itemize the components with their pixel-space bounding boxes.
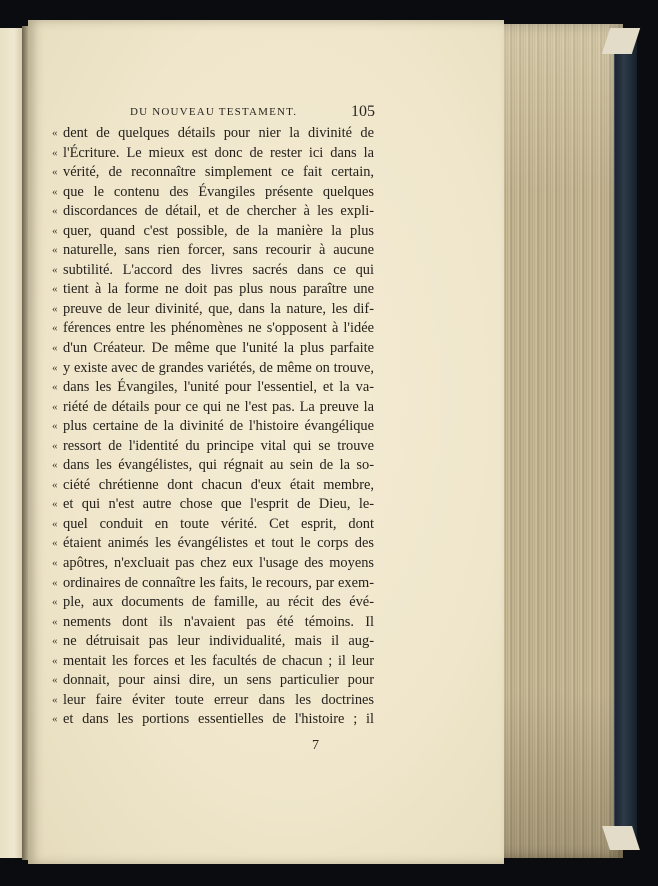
line-text: naturelle, sans rien forcer, sans recourir à aucune (63, 242, 374, 259)
line-text: et qui n'est autre chose que l'esprit de Dieu, le- (63, 496, 374, 513)
text-line (52, 593, 374, 613)
line-text: discordances de détail, et de chercher à les expli- (63, 203, 374, 220)
quote-mark: « (52, 381, 58, 394)
quote-mark: « (52, 713, 58, 726)
text-line (52, 632, 374, 652)
line-text: apôtres, n'excluait pas chez eux l'usage des moyens (63, 555, 374, 572)
text-line (52, 554, 374, 574)
quote-mark: « (52, 361, 58, 374)
quote-mark: « (52, 283, 58, 296)
line-text: tient à la forme ne doit pas plus nous paraître une (63, 281, 374, 298)
text-line (52, 300, 374, 320)
text-line (52, 534, 374, 554)
text-line (52, 144, 374, 164)
quote-mark: « (52, 537, 58, 550)
line-text: quel conduit en toute vérité. Cet esprit, dont (63, 515, 374, 532)
line-text: riété de détails pour ce qui ne l'est pas. La preuve la (63, 398, 374, 415)
line-text: preuve de leur divinité, que, dans la nature, les dif- (63, 300, 374, 317)
line-text: nements dont ils n'avaient pas été témoins. Il (63, 613, 374, 630)
text-line (52, 691, 374, 711)
line-text: ciété chrétienne dont chacun d'eux était membre, (63, 476, 374, 493)
line-text: que le contenu des Évangiles présente quelques (63, 183, 374, 200)
quote-mark: « (52, 263, 58, 276)
line-text: ple, aux documents de famille, au récit des évé- (63, 594, 374, 611)
page-block-fore-edge (496, 24, 623, 858)
line-text: et dans les portions essentielles de l'histoire ; il (63, 711, 374, 728)
line-text: férences entre les phénomènes ne s'opposent à l'idée (63, 320, 374, 337)
text-line (52, 671, 374, 691)
quote-mark: « (52, 693, 58, 706)
quote-mark: « (52, 615, 58, 628)
text-line (52, 241, 374, 261)
text-line (52, 183, 374, 203)
line-text: dans les Évangiles, l'unité pour l'essentiel, et la va- (63, 379, 374, 396)
text-line (52, 339, 374, 359)
text-line (52, 456, 374, 476)
line-text: étaient animés les évangélistes et tout le corps des (63, 535, 374, 552)
line-text: ordinaires de connaître les faits, le recours, par exem- (63, 574, 374, 591)
line-text: mentait les forces et les facultés de chacun ; il leur (63, 652, 374, 669)
quote-mark: « (52, 302, 58, 315)
quote-mark: « (52, 244, 58, 257)
text-line (52, 710, 374, 730)
quote-mark: « (52, 185, 58, 198)
text-line (52, 652, 374, 672)
line-text: ne détruisait pas leur individualité, mais il aug- (63, 633, 374, 650)
line-text: plus certaine de la divinité de l'histoire évangélique (63, 418, 374, 435)
line-text: quer, quand c'est possible, de la manière la plus (63, 222, 374, 239)
text-line (52, 261, 374, 281)
quote-mark: « (52, 342, 58, 355)
text-line (52, 202, 374, 222)
line-text: subtilité. L'accord des livres sacrés dans ce qui (63, 261, 374, 278)
quote-mark: « (52, 654, 58, 667)
text-line (52, 398, 374, 418)
quote-mark: « (52, 127, 58, 139)
line-text: dans les évangélistes, qui régnait au sein de la so- (63, 457, 374, 474)
book-cover-edge (614, 30, 637, 840)
line-text: y existe avec de grandes variétés, de même on trouve, (63, 359, 374, 376)
line-text: dent de quelques détails pour nier la divinité de (63, 125, 374, 141)
text-line (52, 359, 374, 379)
line-text: l'Écriture. Le mieux est donc de rester ici dans la (63, 144, 374, 161)
quote-mark: « (52, 146, 58, 159)
page-header (130, 104, 375, 122)
quote-mark: « (52, 420, 58, 433)
quote-mark: « (52, 205, 58, 218)
text-line (52, 495, 374, 515)
signature-mark: 7 (312, 738, 319, 753)
text-line (52, 222, 374, 242)
page-number: 105 (351, 103, 375, 120)
quote-mark: « (52, 576, 58, 589)
text-line (52, 124, 374, 144)
text-line (52, 613, 374, 633)
text-line (52, 163, 374, 183)
text-line (52, 515, 374, 535)
running-head: DU NOUVEAU TESTAMENT. (130, 106, 298, 118)
text-line (52, 417, 374, 437)
text-line (52, 319, 374, 339)
quote-mark: « (52, 166, 58, 179)
body-text (52, 124, 374, 730)
line-text: ressort de l'identité du principe vital qui se trouve (63, 437, 374, 454)
text-line (52, 574, 374, 594)
quote-mark: « (52, 674, 58, 687)
quote-mark: « (52, 439, 58, 452)
quote-mark: « (52, 635, 58, 648)
line-text: leur faire éviter toute erreur dans les doctrines (63, 691, 374, 708)
text-line (52, 280, 374, 300)
text-line (52, 378, 374, 398)
quote-mark: « (52, 400, 58, 413)
quote-mark: « (52, 517, 58, 530)
line-text: vérité, de reconnaître simplement ce fait certain, (63, 164, 374, 181)
quote-mark: « (52, 224, 58, 237)
line-text: d'un Créateur. De même que l'unité la plus parfaite (63, 340, 374, 357)
quote-mark: « (52, 557, 58, 570)
quote-mark: « (52, 596, 58, 609)
text-line (52, 476, 374, 496)
quote-mark: « (52, 322, 58, 335)
quote-mark: « (52, 498, 58, 511)
quote-mark: « (52, 459, 58, 472)
line-text: donnait, pour ainsi dire, un sens particulier pour (63, 672, 374, 689)
text-line (52, 437, 374, 457)
quote-mark: « (52, 478, 58, 491)
